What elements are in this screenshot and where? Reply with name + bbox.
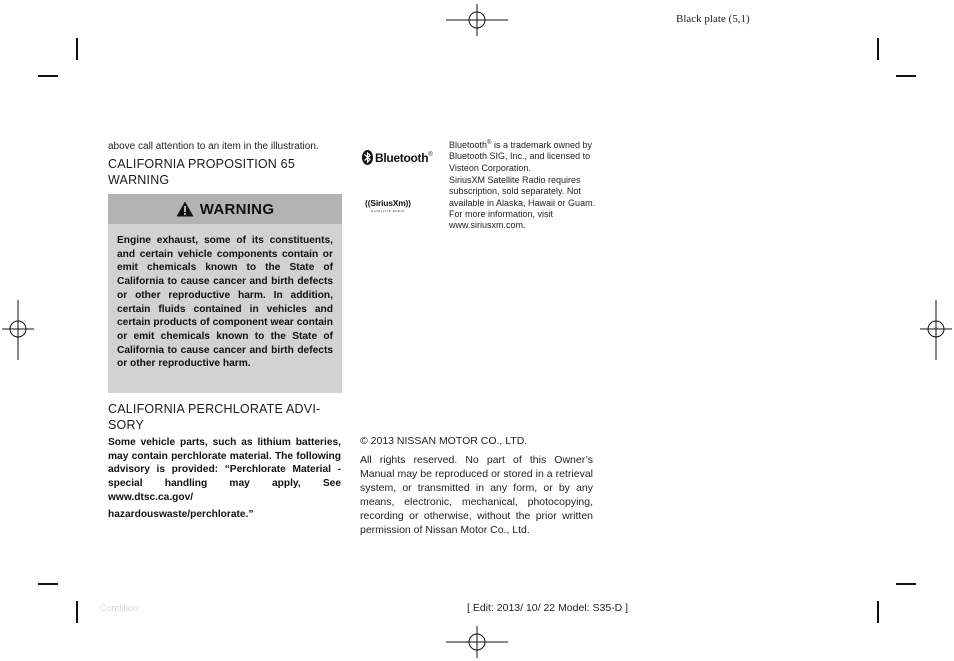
perchlorate-heading-line2: SORY bbox=[108, 418, 144, 432]
prop65-heading bbox=[108, 156, 295, 188]
warning-box bbox=[108, 194, 342, 393]
intro-text: above call attention to an item in the illustration. bbox=[108, 141, 319, 152]
footer-edit-info: [ Edit: 2013/ 10/ 22 Model: S35-D ] bbox=[467, 602, 629, 614]
plate-label: Black plate (5,1) bbox=[676, 13, 750, 25]
prop65-heading-line1: CALIFORNIA PROPOSITION 65 bbox=[108, 157, 295, 171]
registered-mark: ® bbox=[487, 140, 492, 146]
crop-mark bbox=[896, 75, 916, 77]
perchlorate-heading-line1: CALIFORNIA PERCHLORATE ADVI- bbox=[108, 402, 321, 416]
registration-mark-top bbox=[446, 4, 508, 36]
crop-mark bbox=[38, 75, 58, 77]
siriusxm-logo-text: SiriusXm bbox=[370, 198, 406, 208]
crop-mark bbox=[38, 583, 58, 585]
rights-text: All rights reserved. No part of this Owner’s Manual may be reproduced or stored in a retrieval system, or transmitted in any form, or by any means, electronic, mechanical, photocopying, recording or otherwise, without the prior written permission of Nissan Motor Co., Ltd. bbox=[360, 454, 593, 536]
crop-mark bbox=[76, 38, 78, 60]
signal-wave-icon: )) bbox=[405, 198, 411, 208]
prop65-heading-line2: WARNING bbox=[108, 173, 170, 187]
crop-mark bbox=[896, 583, 916, 585]
bluetooth-logo-text: Bluetooth bbox=[375, 150, 429, 165]
siriusxm-text: SiriusXM Satellite Radio requires subscription, sold separately. Not available in Alaska, Hawaii or Guam. For more information, visit www.siriusxm.com. bbox=[449, 175, 596, 231]
crop-mark bbox=[76, 601, 78, 623]
siriusxm-logo-subtext: SATELLITE RADIO bbox=[371, 209, 405, 213]
footer-condition: Condition: bbox=[100, 603, 141, 613]
signal-wave-icon: (( bbox=[365, 198, 371, 208]
warning-body: Engine exhaust, some of its constituents, and certain vehicle components contain or emit chemicals known to the State of California to cause cancer and birth defects or other reproductive harm. In addition, certain fluids contained in vehicles and certain products of component wear contain or emit chemicals known to the State of California to cause cancer and birth defects or other reproductive harm. bbox=[117, 235, 333, 370]
warning-triangle-icon bbox=[176, 201, 194, 217]
crop-mark bbox=[877, 38, 879, 60]
crop-mark bbox=[877, 601, 879, 623]
perchlorate-url-tail: hazardouswaste/perchlorate.” bbox=[108, 509, 254, 520]
bluetooth-rune-icon bbox=[362, 150, 373, 165]
bluetooth-trademark-name: Bluetooth bbox=[449, 140, 488, 150]
registration-mark-right bbox=[920, 300, 952, 360]
warning-header bbox=[108, 194, 342, 224]
perchlorate-heading bbox=[108, 401, 320, 433]
siriusxm-logo bbox=[362, 198, 414, 213]
copyright: © 2013 NISSAN MOTOR CO., LTD. bbox=[360, 435, 528, 447]
bluetooth-logo bbox=[362, 150, 433, 165]
perchlorate-body: Some vehicle parts, such as lithium batteries, may contain perchlorate material. The following advisory is provided: “Perchlorate Material - special handling may apply, See www.dtsc.ca.gov/ bbox=[108, 437, 341, 503]
registration-mark-left bbox=[2, 300, 34, 360]
bluetooth-logo-registered: ® bbox=[428, 151, 433, 158]
bluetooth-trademark-text bbox=[449, 138, 599, 174]
bluetooth-trademark-rest: is a trademark owned by Bluetooth SIG, Inc., and licensed to Visteon Corporation. bbox=[449, 140, 592, 173]
warning-title: WARNING bbox=[199, 200, 275, 218]
registration-mark-bottom bbox=[446, 626, 508, 658]
